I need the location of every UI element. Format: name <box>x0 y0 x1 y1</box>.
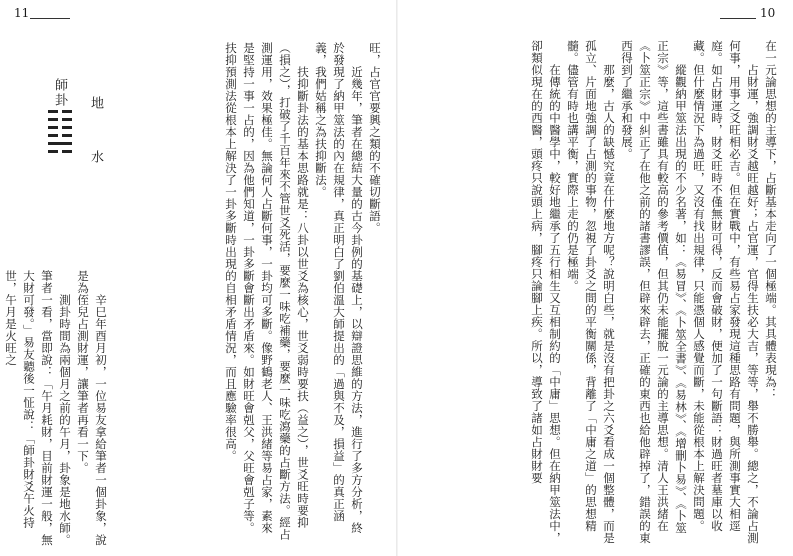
hexagram-trigram-label: 地 水 <box>88 96 103 177</box>
hexagram-line-6 <box>48 150 72 153</box>
hexagram-line-1 <box>48 110 72 113</box>
right-page-body: 在一元論思想的主導下，占斷基本走向了一個極端。其具體表現為： 占財運，強調財爻越旺越好；占官運，官得生扶必大吉，等等，舉不勝舉。總之，不論占測何事，用事之爻旺相必吉。但在實戰中，有些易占家發現這種思路有問題，與所測事實大相逕庭。如占財運時，財爻旺時不僅無財可得，反而會破財，便加了一句斷語：財過旺者墓庫以收藏。但什麼情況下為過旺，又沒有找出規律，只能憑個人感覺而斷，未能從根本上解決問題。 縱觀納甲筮法出現的不少名著，如：《易冒》、《卜筮全書》、《易林》、《增刪卜易》、《卜筮正宗》等，這些書雖具有較高的參考價值，但其仍未能擺脫一元論的主導思想。清人王洪緒在《卜筮正宗》中糾正了在他之前的諸書謬誤，但辟來辟去，正確的東西也給他辟掉了，錯誤的東西得到了繼承和發展。 那麼，古人的缺憾究竟在什麼地方呢？說明白些，就是沒有把卦之六爻看成一個整體，而是孤立、片面地強調了占測的事物，忽視了卦爻之間的平衡關係，背離了「中庸之道」的思想精髓。儘管有時也講平衡，實際上走的仍是極端。 在傳統的中醫學中，較好地繼承了五行相生又互相制約的「中庸」思想。但在納甲筮法中，卻類似現在的西醫，頭疼只說頭上病，腳疼只論腳上疾。所以，導致了諸如占財財要 <box>530 40 778 544</box>
hexagram-line-segment <box>62 150 72 153</box>
hexagram-line-segment <box>62 118 72 121</box>
hexagram-line-5 <box>48 142 72 145</box>
hexagram-name: 師卦 <box>52 78 67 108</box>
left-page-body: 旺，占官官要興之類的不確切斷語。 近幾年，筆者在總結大量的古今卦例的基礎上，以辯證思維的方法，進行了多方分析，終於發現了納甲筮法的內在規律，真正明白了劉伯溫大師提出的「過與不及，損益」的真正涵義，我們姑稱之為扶抑斷法。 扶抑斷卦法的基本思路就是：八卦以世爻為核心，世爻弱時要扶（益之），世爻旺時要抑（損之），打破了千百年來不管世爻死活，要麼一味吃補藥，要麼一味吃瀉藥的占斷方法。經占測運用，效果極佳。無論何人占斷何事，一卦均可多斷。像野鶴老人、王洪緒等易占家，素來是堅持一事一占的，因為他們知道，一卦多斷會斷出矛盾來。如財旺會剋父，父旺會剋子等。扶抑預測法從根本上解決了一卦多斷時出現的自相矛盾情況，而且應驗率很高。 <box>224 42 382 541</box>
header-rule-right <box>720 18 756 19</box>
hexagram-line-segment <box>48 118 58 121</box>
hexagram-line-segment <box>48 142 72 145</box>
case-study-text: 辛巳年酉月初，一位易友拿給筆者一個卦象，說是為侄兒占測財運，讓筆者再看一下。 測卦時間為兩個月之前的午月，卦象是地水師。筆者一看，當即說：「午月耗財，目前財運一般，無大財可發。」易友聽後一怔說：「師卦財爻午火持世，午月是火旺之 <box>4 270 108 546</box>
hexagram-line-3 <box>48 126 72 129</box>
hexagram-line-segment <box>48 134 58 137</box>
hexagram-figure <box>48 110 72 158</box>
page-number-right: 10 <box>760 6 776 20</box>
page-number-left: 11 <box>14 6 30 20</box>
hexagram-line-segment <box>48 126 58 129</box>
hexagram-line-segment <box>48 110 58 113</box>
hexagram-line-segment <box>62 126 72 129</box>
hexagram-line-4 <box>48 134 72 137</box>
hexagram-line-segment <box>62 110 72 113</box>
book-gutter <box>396 0 398 556</box>
hexagram-line-2 <box>48 118 72 121</box>
hexagram-line-segment <box>48 150 58 153</box>
hexagram-line-segment <box>62 134 72 137</box>
header-rule-left <box>30 18 70 19</box>
